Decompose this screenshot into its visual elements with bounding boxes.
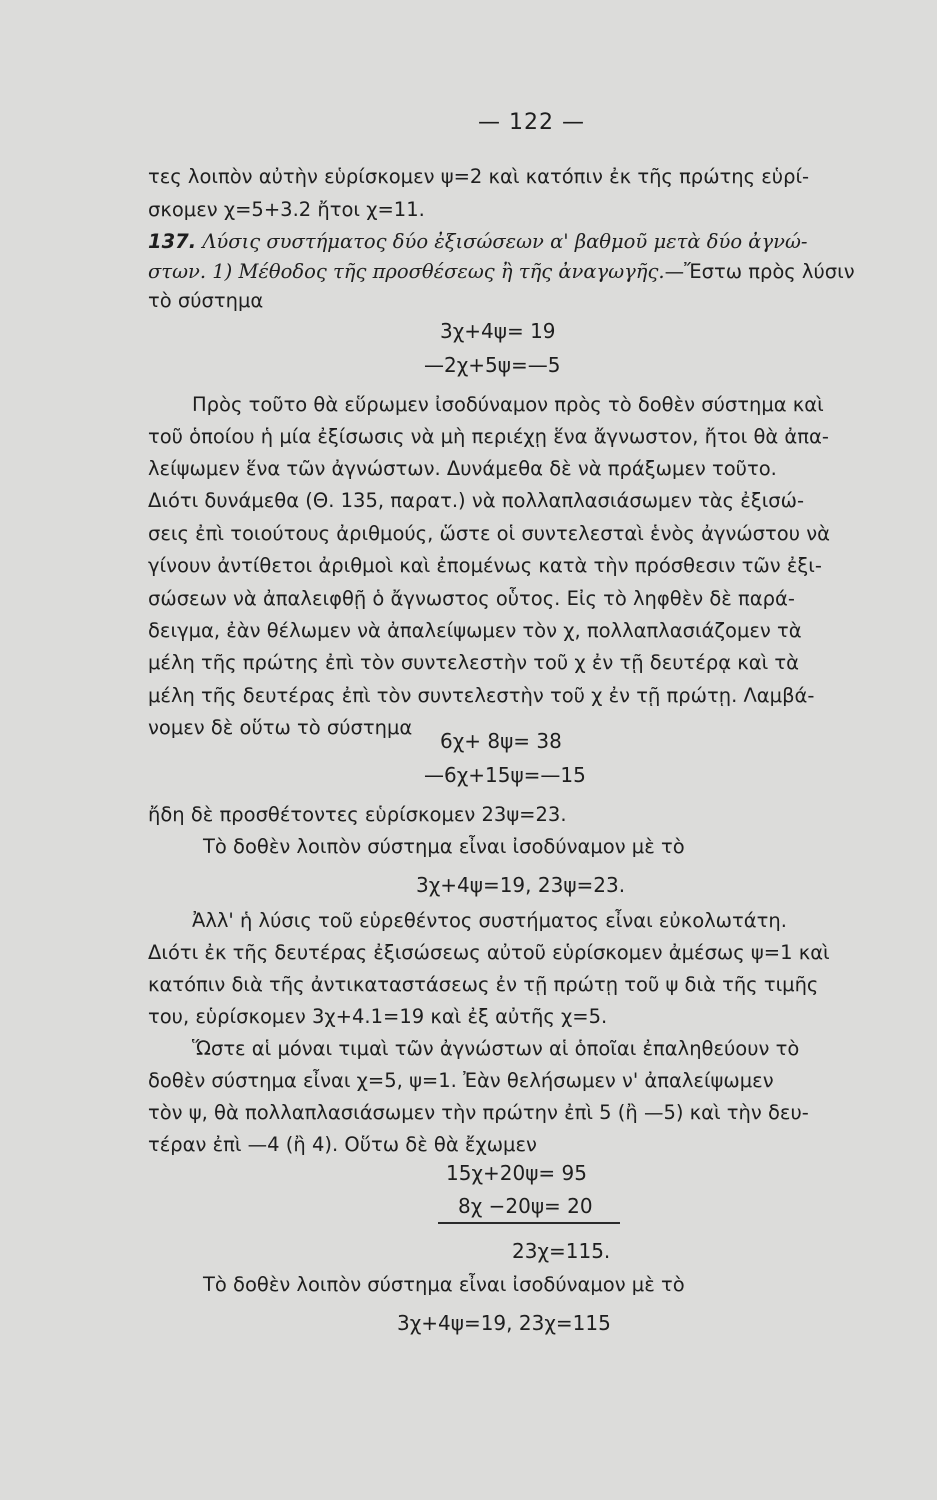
text-line: Πρὸς τοῦτο θὰ εὕρωμεν ἰσοδύναμον πρὸς τὸ δοθὲν σύστημα καὶ bbox=[192, 393, 824, 416]
page-number: — 122 — bbox=[478, 110, 585, 135]
text-line: σκομεν χ=5+3.2 ἤτοι χ=11. bbox=[148, 198, 425, 221]
text-line: λείψωμεν ἕνα τῶν ἀγνώστων. Δυνάμεθα δὲ νὰ πράξωμεν τοῦτο. bbox=[148, 457, 777, 480]
equation: 8χ −20ψ= 20 bbox=[458, 1194, 593, 1218]
text-line: Ὥστε αἱ μόναι τιμαὶ τῶν ἀγνώστων αἱ ὁποῖαι ἐπαληθεύουν τὸ bbox=[192, 1037, 800, 1060]
equation: 3χ+4ψ= 19 bbox=[440, 319, 556, 343]
text-line: γίνουν ἀντίθετοι ἀριθμοὶ καὶ ἐπομένως κατὰ τὴν πρόσθεσιν τῶν ἐξι- bbox=[148, 554, 822, 577]
text-line: ἤδη δὲ προσθέτοντες εὑρίσκομεν 23ψ=23. bbox=[148, 803, 567, 826]
text-line: τὸν ψ, θὰ πολλαπλασιάσωμεν τὴν πρώτην ἐπὶ 5 (ἢ —5) καὶ τὴν δευ- bbox=[148, 1101, 809, 1124]
section-heading-cont bbox=[148, 259, 918, 285]
text-line: τέραν ἐπὶ —4 (ἢ 4). Οὕτω δὲ θὰ ἔχωμεν bbox=[148, 1133, 537, 1156]
text-line: νομεν δὲ οὕτω τὸ σύστημα bbox=[148, 716, 413, 739]
section-heading bbox=[148, 229, 918, 255]
text-line: σώσεων νὰ ἀπαλειφθῇ ὁ ἄγνωστος οὗτος. Εἰς τὸ ληφθὲν δὲ παρά- bbox=[148, 587, 795, 610]
text-line: του, εὑρίσκομεν 3χ+4.1=19 καὶ ἐξ αὐτῆς χ=5. bbox=[148, 1005, 608, 1028]
text-line: κατόπιν διὰ τῆς ἀντικαταστάσεως ἐν τῇ πρώτῃ τοῦ ψ διὰ τῆς τιμῆς bbox=[148, 973, 819, 996]
equation: —2χ+5ψ=—5 bbox=[424, 353, 561, 377]
section-title-cont: στων. 1) Μέθοδος τῆς προσθέσεως ἢ τῆς ἀναγωγῆς. bbox=[148, 260, 665, 283]
equation: —6χ+15ψ=—15 bbox=[424, 763, 586, 787]
text-line: τοῦ ὁποίου ἡ μία ἐξίσωσις νὰ μὴ περιέχῃ ἕνα ἄγνωστον, ἤτοι θὰ ἀπα- bbox=[148, 425, 829, 448]
text-line: Τὸ δοθὲν λοιπὸν σύστημα εἶναι ἰσοδύναμον μὲ τὸ bbox=[203, 1273, 685, 1296]
text-line: δοθὲν σύστημα εἶναι χ=5, ψ=1. Ἐὰν θελήσωμεν ν' ἀπαλείψωμεν bbox=[148, 1069, 774, 1092]
text-line: τες λοιπὸν αὐτὴν εὑρίσκομεν ψ=2 καὶ κατόπιν ἐκ τῆς πρώτης εὑρί- bbox=[148, 165, 810, 188]
sum-rule bbox=[438, 1222, 620, 1224]
section-title: Λύσις συστήματος δύο ἐξισώσεων α' βαθμοῦ μετὰ δύο ἀγνώ- bbox=[202, 230, 808, 253]
section-intro: —Ἔστω πρὸς λύσιν bbox=[664, 260, 855, 283]
equation: 15χ+20ψ= 95 bbox=[446, 1161, 587, 1185]
text-line: δειγμα, ἐὰν θέλωμεν νὰ ἀπαλείψωμεν τὸν χ, πολλαπλασιάζομεν τὰ bbox=[148, 619, 802, 642]
text-line: Ἀλλ' ἡ λύσις τοῦ εὑρεθέντος συστήματος εἶναι εὐκολωτάτη. bbox=[192, 909, 787, 932]
text-line: σεις ἐπὶ τοιούτους ἀριθμούς, ὥστε οἱ συντελεσταὶ ἑνὸς ἀγνώστου νὰ bbox=[148, 522, 830, 545]
section-number: 137. bbox=[148, 230, 197, 253]
text-line: Διότι δυνάμεθα (Θ. 135, παρατ.) νὰ πολλαπλασιάσωμεν τὰς ἐξισώ- bbox=[148, 489, 805, 512]
equation: 6χ+ 8ψ= 38 bbox=[440, 729, 562, 753]
text-line: τὸ σύστημα bbox=[148, 289, 264, 312]
equation: 3χ+4ψ=19, 23ψ=23. bbox=[416, 873, 626, 897]
text-line: μέλη τῆς πρώτης ἐπὶ τὸν συντελεστὴν τοῦ χ ἐν τῇ δευτέρᾳ καὶ τὰ bbox=[148, 651, 800, 674]
equation: 3χ+4ψ=19, 23χ=115 bbox=[397, 1311, 611, 1335]
text-line: μέλη τῆς δευτέρας ἐπὶ τὸν συντελεστὴν τοῦ χ ἐν τῇ πρώτῃ. Λαμβά- bbox=[148, 684, 815, 707]
text-line: Τὸ δοθὲν λοιπὸν σύστημα εἶναι ἰσοδύναμον μὲ τὸ bbox=[203, 835, 685, 858]
text-line: Διότι ἐκ τῆς δευτέρας ἐξισώσεως αὐτοῦ εὑρίσκομεν ἀμέσως ψ=1 καὶ bbox=[148, 941, 830, 964]
equation: 23χ=115. bbox=[512, 1239, 611, 1263]
